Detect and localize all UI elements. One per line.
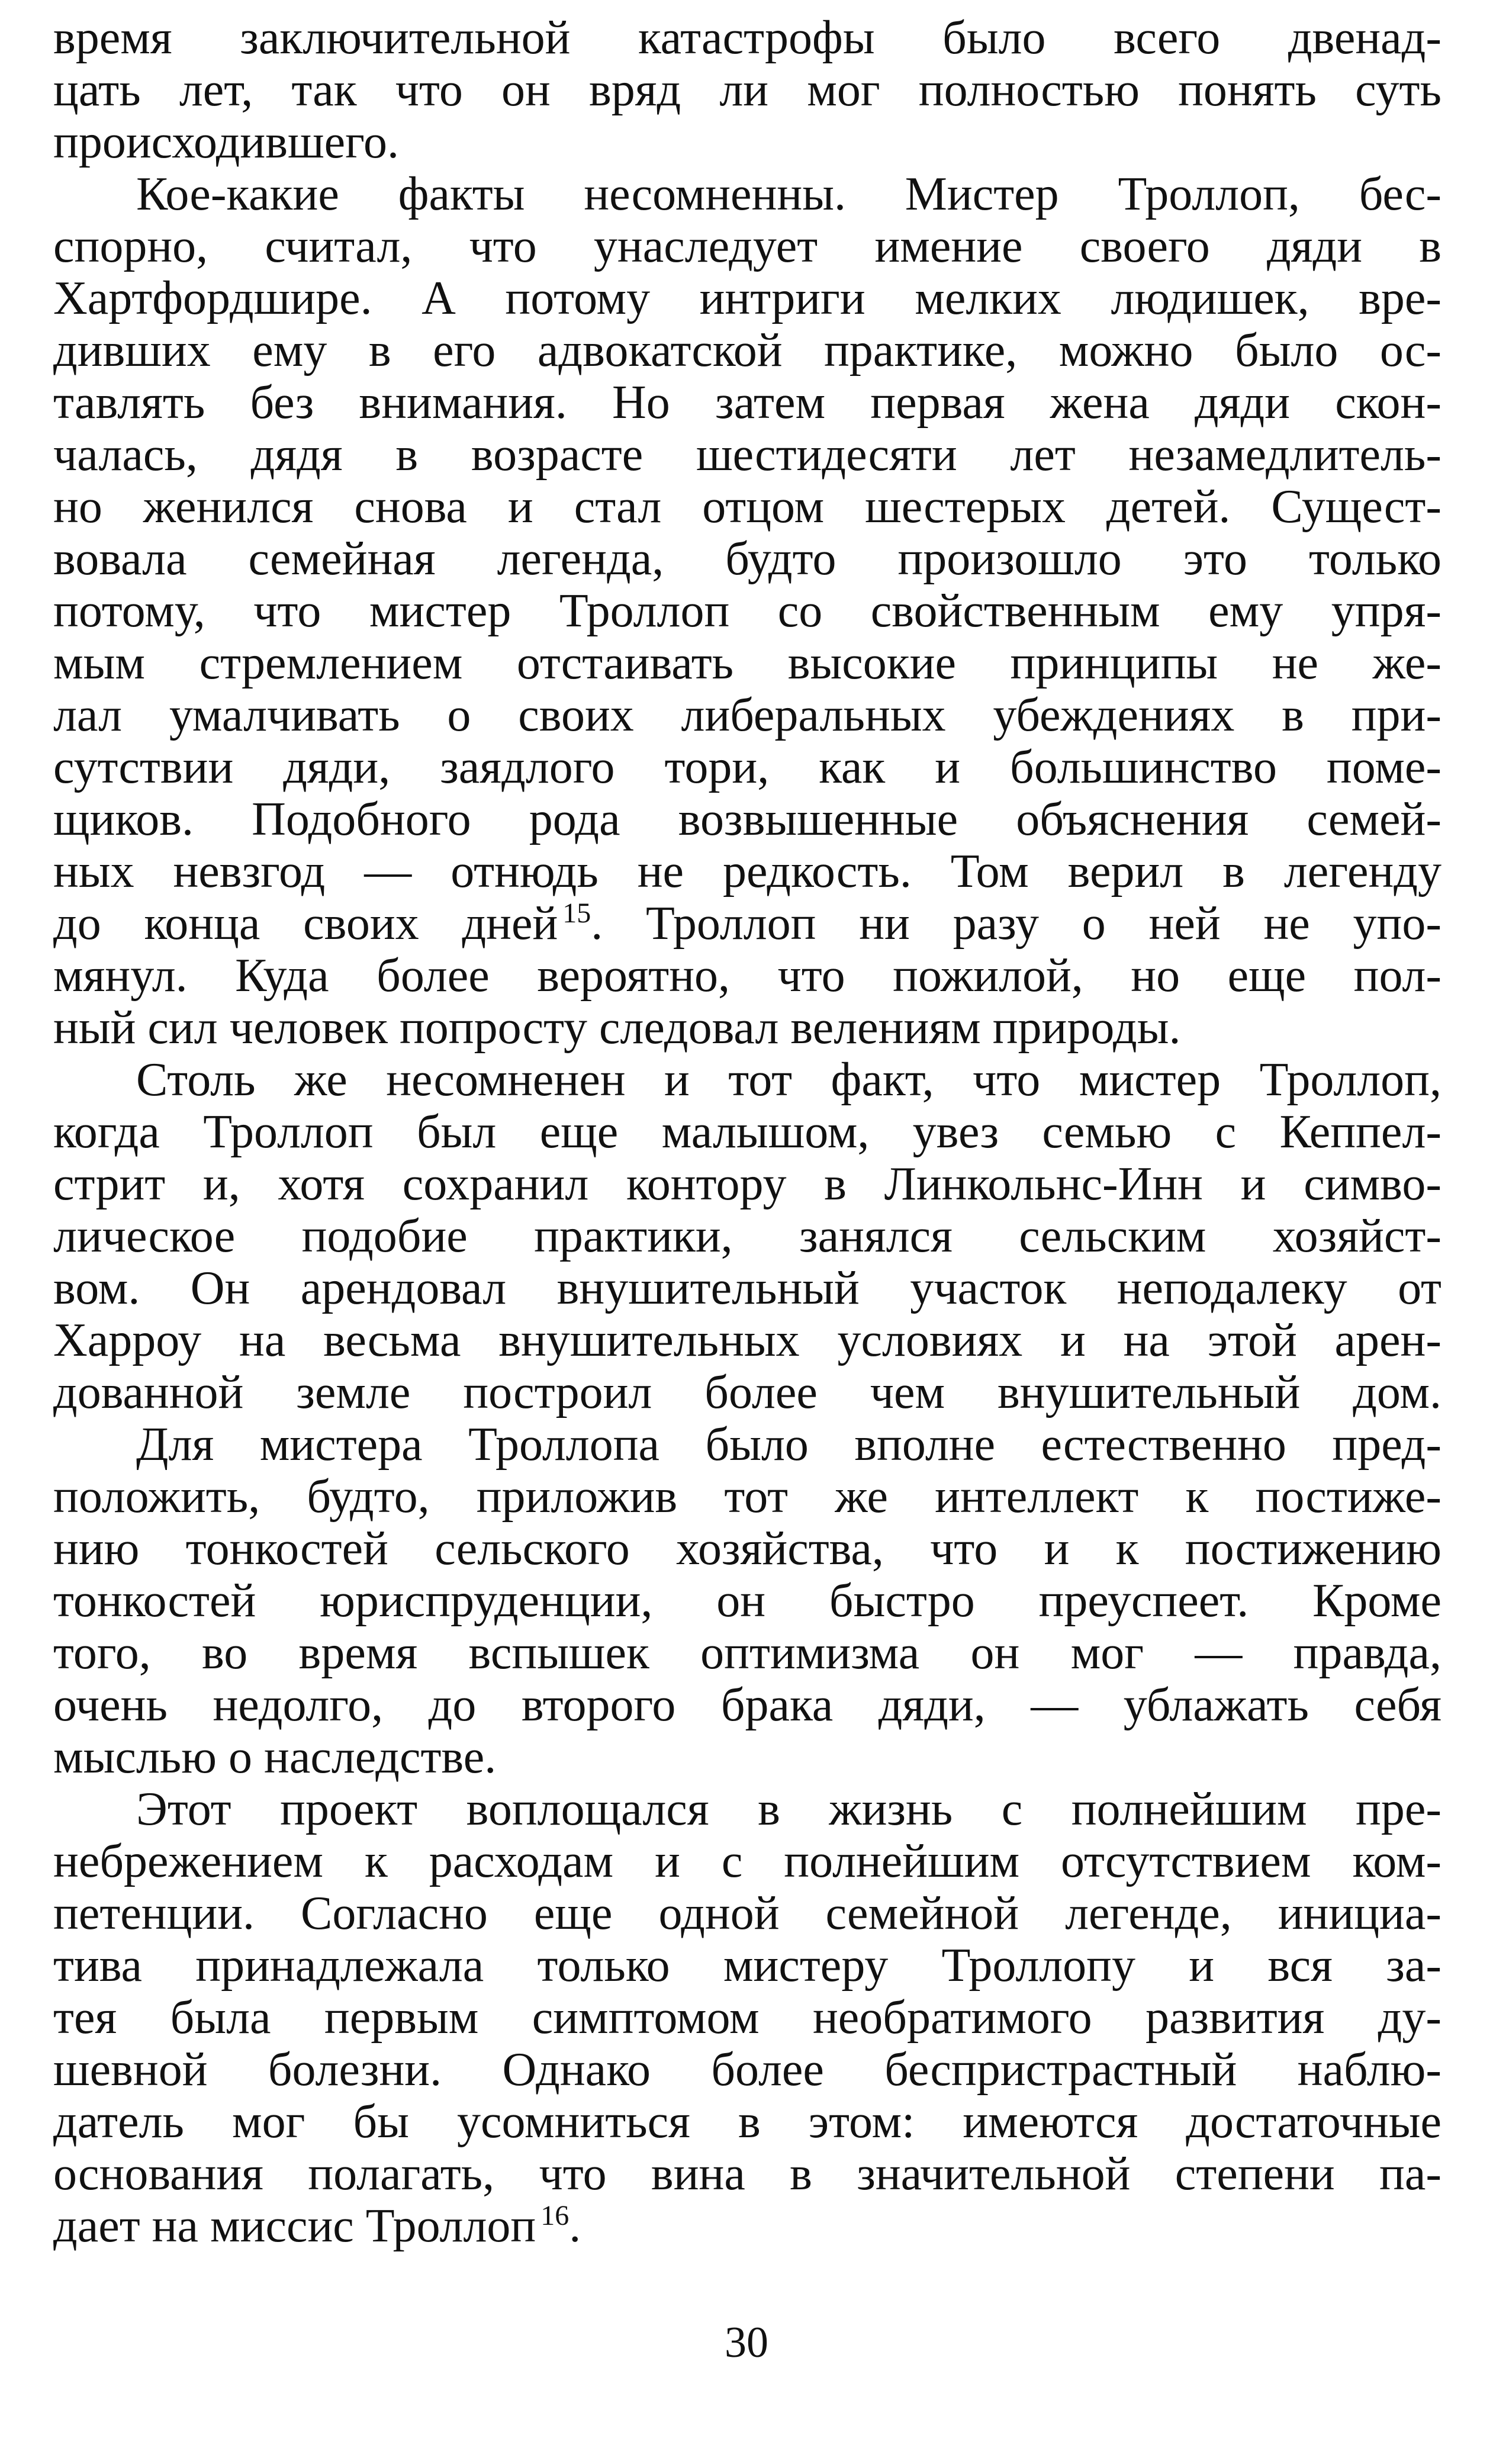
footnote-marker: 16 — [540, 2200, 569, 2232]
paragraph-5 — [53, 1783, 1441, 2252]
text-line: Харроу на весьма внушительных условиях и на этой арен- — [53, 1314, 1441, 1366]
text-line: очень недолго, до второго брака дяди, — ублажать себя — [53, 1679, 1441, 1731]
page-number: 30 — [725, 2318, 768, 2367]
paragraph-4 — [53, 1418, 1441, 1783]
text-line-with-footnote — [53, 2200, 1441, 2252]
text-line: Для мистера Троллопа было вполне естественно пред- — [136, 1418, 1441, 1471]
text-line: лическое подобие практики, занялся сельским хозяйст- — [53, 1210, 1441, 1262]
text-line: потому, что мистер Троллоп со свойственным ему упря- — [53, 585, 1441, 637]
text-line: ный сил человек попросту следовал велениям природы. — [53, 1002, 1181, 1054]
text-line: основания полагать, что вина в значительной степени па- — [53, 2148, 1441, 2200]
text-line: спорно, считал, что унаследует имение своего дяди в — [53, 220, 1441, 272]
text-line: Хартфордшире. А потому интриги мелких людишек, вре- — [53, 272, 1441, 324]
text-line: нию тонкостей сельского хозяйства, что и к постижению — [53, 1523, 1441, 1575]
text-line: цать лет, так что он вряд ли мог полностью понять суть — [53, 64, 1441, 116]
book-page — [53, 12, 1441, 2252]
paragraph-3 — [53, 1054, 1441, 1418]
text-line: мым стремлением отстаивать высокие принципы не же- — [53, 637, 1441, 689]
text-line: Кое-какие факты несомненны. Мистер Троллоп, бес- — [136, 168, 1441, 220]
text-line: петенции. Согласно еще одной семейной легенде, инициа- — [53, 1887, 1441, 1939]
text-line: тива принадлежала только мистеру Троллопу и вся за- — [53, 1939, 1441, 1992]
text-line: тея была первым симптомом необратимого развития ду- — [53, 1992, 1441, 2044]
text-line: мянул. Куда более вероятно, что пожилой, но еще пол- — [53, 950, 1441, 1002]
text-line: Этот проект воплощался в жизнь с полнейшим пре- — [136, 1783, 1441, 1835]
text-line: мыслью о наследстве. — [53, 1731, 497, 1783]
text-line: тавлять без внимания. Но затем первая жена дяди скон- — [53, 377, 1441, 429]
text-line: ных невзгод — отнюдь не редкость. Том верил в легенду — [53, 845, 1441, 898]
text-segment: до конца своих дней — [53, 898, 558, 950]
text-line: лал умалчивать о своих либеральных убеждениях в при- — [53, 689, 1441, 741]
text-segment: дает на миссис Троллоп — [53, 2200, 536, 2252]
text-line: происходившего. — [53, 116, 399, 168]
text-line: щиков. Подобного рода возвышенные объяснения семей- — [53, 793, 1441, 845]
text-segment: . — [569, 2200, 581, 2252]
text-line-with-footnote — [53, 898, 1441, 950]
paragraph-1 — [53, 12, 1441, 168]
text-segment: . Троллоп ни разу о ней не упо- — [591, 898, 1441, 950]
paragraph-2 — [53, 168, 1441, 1054]
text-line: шевной болезни. Однако более беспристрастный наблю- — [53, 2044, 1441, 2096]
text-line: вовала семейная легенда, будто произошло это только — [53, 533, 1441, 585]
text-line: чалась, дядя в возрасте шестидесяти лет незамедлитель- — [53, 429, 1441, 481]
text-line: но женился снова и стал отцом шестерых детей. Сущест- — [53, 481, 1441, 533]
text-line: того, во время вспышек оптимизма он мог — правда, — [53, 1627, 1441, 1679]
footnote-marker: 15 — [562, 898, 591, 929]
text-line: дованной земле построил более чем внушительный дом. — [53, 1366, 1441, 1418]
text-line: стрит и, хотя сохранил контору в Линкольнс-Инн и симво- — [53, 1158, 1441, 1210]
text-line: датель мог бы усомниться в этом: имеются достаточные — [53, 2096, 1441, 2148]
text-line: сутствии дяди, заядлого тори, как и большинство поме- — [53, 741, 1441, 793]
text-line: небрежением к расходам и с полнейшим отсутствием ком- — [53, 1835, 1441, 1887]
text-line: когда Троллоп был еще малышом, увез семью с Кеппел- — [53, 1106, 1441, 1158]
text-line: дивших ему в его адвокатской практике, можно было ос- — [53, 324, 1441, 377]
text-line: положить, будто, приложив тот же интеллект к постиже- — [53, 1471, 1441, 1523]
text-line: время заключительной катастрофы было всего двенад- — [53, 12, 1441, 64]
text-line: Столь же несомненен и тот факт, что мистер Троллоп, — [136, 1054, 1441, 1106]
text-line: тонкостей юриспруденции, он быстро преуспеет. Кроме — [53, 1575, 1441, 1627]
text-line: вом. Он арендовал внушительный участок неподалеку от — [53, 1262, 1441, 1314]
